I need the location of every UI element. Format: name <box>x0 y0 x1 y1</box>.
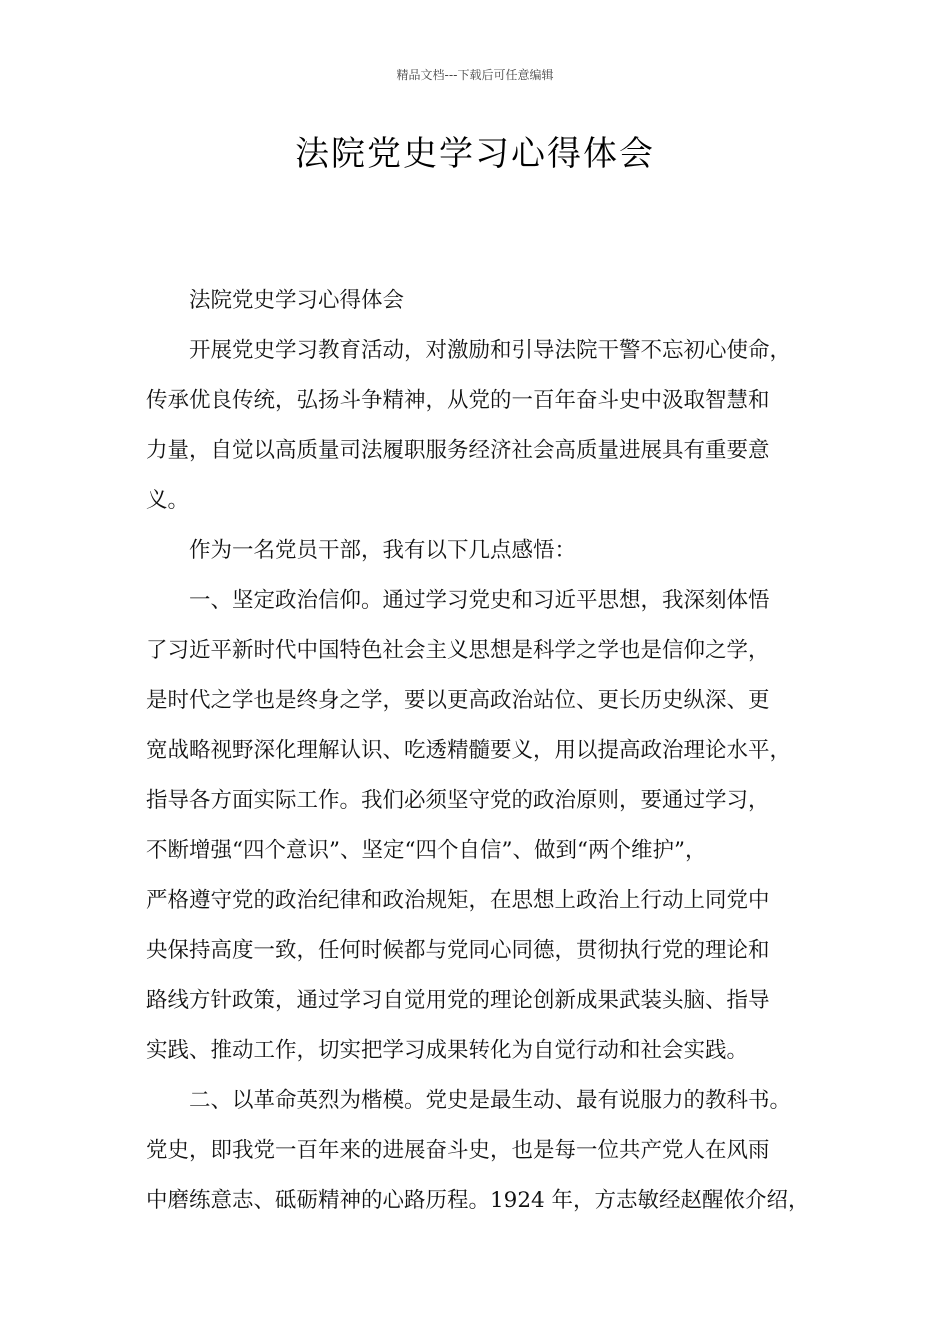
paragraph-line: 中磨练意志、砥砺精神的心路历程。1924 年，方志敏经赵醒侬介绍， <box>146 1188 810 1213</box>
subtitle-line: 法院党史学习心得体会 <box>189 288 405 313</box>
paragraph-line: 指导各方面实际工作。我们必须坚守党的政治原则，要通过学习， <box>146 788 770 813</box>
header-note: 精品文档---下载后可任意编辑 <box>396 68 554 82</box>
paragraph-line: 了习近平新时代中国特色社会主义思想是科学之学也是信仰之学， <box>146 638 770 663</box>
paragraph-line: 路线方针政策，通过学习自觉用党的理论创新成果武装头脑、指导 <box>146 988 770 1013</box>
paragraph-line: 二、以革命英烈为楷模。党史是最生动、最有说服力的教科书。 <box>189 1088 792 1113</box>
paragraph-line: 传承优良传统，弘扬斗争精神，从党的一百年奋斗史中汲取智慧和 <box>146 388 770 413</box>
paragraph-line: 央保持高度一致，任何时候都与党同心同德，贯彻执行党的理论和 <box>146 938 770 963</box>
paragraph-line: 是时代之学也是终身之学，要以更高政治站位、更长历史纵深、更 <box>146 688 770 713</box>
paragraph-line: 作为一名党员干部，我有以下几点感悟： <box>189 538 577 563</box>
paragraph-line: 严格遵守党的政治纪律和政治规矩，在思想上政治上行动上同党中 <box>146 888 770 913</box>
paragraph-line: 实践、推动工作，切实把学习成果转化为自觉行动和社会实践。 <box>146 1038 749 1063</box>
paragraph-line: 不断增强“四个意识”、坚定“四个自信”、做到“两个维护”， <box>146 838 707 863</box>
paragraph-line: 义。 <box>146 488 190 513</box>
paragraph-line: 一、坚定政治信仰。通过学习党史和习近平思想，我深刻体悟 <box>189 588 770 613</box>
paragraph-line: 开展党史学习教育活动，对激励和引导法院干警不忘初心使命， <box>189 338 792 363</box>
paragraph-line: 宽战略视野深化理解认识、吃透精髓要义，用以提高政治理论水平， <box>146 738 792 763</box>
document-title: 法院党史学习心得体会 <box>295 134 655 174</box>
paragraph-line: 党史，即我党一百年来的进展奋斗史，也是每一位共产党人在风雨 <box>146 1138 770 1163</box>
paragraph-line: 力量，自觉以高质量司法履职服务经济社会高质量进展具有重要意 <box>146 438 770 463</box>
